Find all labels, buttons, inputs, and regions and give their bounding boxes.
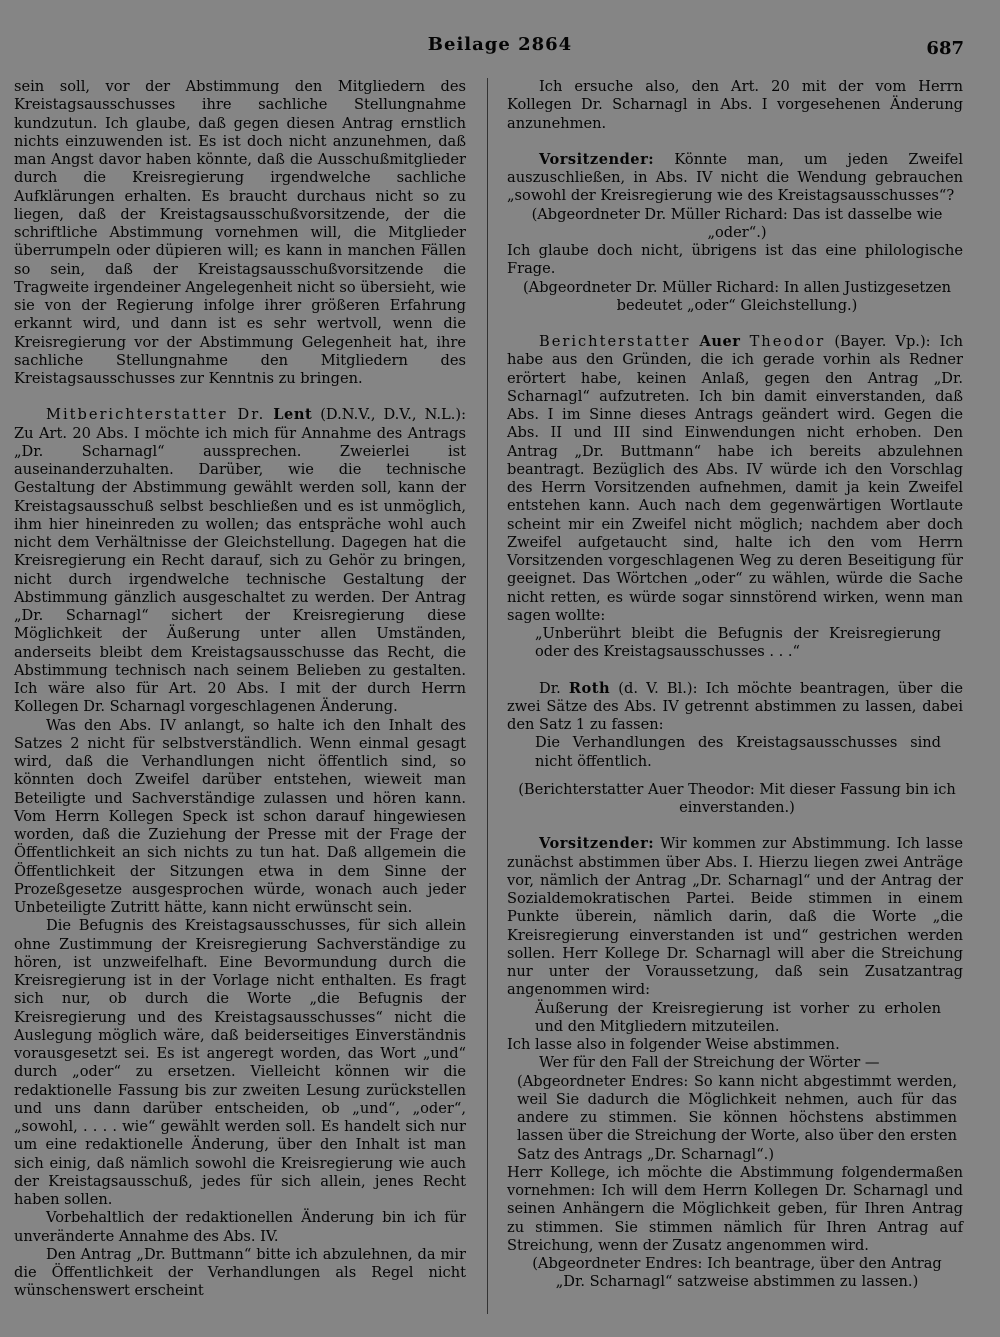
speaker-name: Auer (699, 333, 741, 350)
paragraph: Herr Kollege, ich möchte die Abstimmung folgendermaßen vornehmen: Ich will dem Herrn Kollegen Dr. Scharnagl und seinen Anhängern die Möglichkeit geben, für Ihren Antrag zu stimmen. Sie stimmen nämlich für Ihren Antrag auf Streichung, wenn der Zusatz angenommen wird. (507, 1163, 963, 1254)
page-title: Beilage 2864 (427, 34, 573, 55)
speech-text: (D.N.V., D.V., N.L.): Zu Art. 20 Abs. I möchte ich mich für Annahme des Antrags „Dr. Scharnagl“ aussprechen. Zweierlei ist auseinanderzuhalten. Darüber, wie die technische Gestaltung der Abstimmung gewählt werden soll, kann der Kreistagsausschuß selbst beschließen und es ist unmöglich, ihm hier hineinreden zu wollen; das entspräche wohl auch nicht dem Verhältnisse der Gleichstellung. Dagegen hat die Kreisregierung ein Recht darauf, sich zu Gehör zu bringen, nicht durch irgendwelche technische Gestaltung der Abstimmung gänzlich ausgeschaltet zu werden. Der Antrag „Dr. Scharnagl“ sichert der Kreisregierung diese Möglichkeit der Äußerung unter allen Umständen, anderseits bleibt dem Kreistagsausschusse das Recht, die Abstimmung technisch nach seinem Belieben zu gestalten. Ich wäre also für Art. 20 Abs. I mit der durch Herrn Kollegen Dr. Scharnagl vorgeschlagenen Änderung. (14, 406, 466, 716)
interjection: (Abgeordneter Endres: So kann nicht abgestimmt werden, weil Sie dadurch die Möglichkeit nehmen, auch für das andere zu stimmen. Sie können höchstens abstimmen lassen über die Streichung der Worte, also über den ersten Satz des Antrags „Dr. Scharnagl“.) (517, 1072, 957, 1163)
quotation: Äußerung der Kreisregierung ist vorher zu erholen und den Mitgliedern mitzuteilen. (535, 999, 941, 1035)
interjection: (Berichterstatter Auer Theodor: Mit dieser Fassung bin ich einverstanden.) (518, 780, 956, 816)
column-divider (487, 78, 488, 1314)
paragraph: Den Antrag „Dr. Buttmann“ bitte ich abzulehnen, da mir die Öffentlichkeit der Verhandlungen als Regel nicht wünschenswert erscheint (14, 1245, 466, 1300)
paragraph: Wer für den Fall der Streichung der Wörter — (539, 1054, 880, 1072)
speaker-name: Vorsitzender: (539, 835, 655, 853)
paragraph: Ich ersuche also, den Art. 20 mit der vom Herrn Kollegen Dr. Scharnagl in Abs. I vorgesehenen Änderung anzunehmen. (507, 78, 963, 132)
paragraph: Vorbehaltlich der redaktionellen Änderung bin ich für unveränderte Annahme des Abs. IV. (14, 1209, 466, 1245)
interjection: (Abgeordneter Dr. Müller Richard: Das ist dasselbe wie „oder“.) (531, 205, 943, 241)
speaker-role: Berichterstatter (539, 333, 691, 350)
paragraph (507, 680, 963, 735)
paragraph (507, 333, 963, 625)
interjection: (Abgeordneter Endres: Ich beantrage, über den Antrag „Dr. Scharnagl“ satzweise abstimmen zu lassen.) (532, 1255, 942, 1291)
right-column (507, 78, 963, 1292)
speaker-role: Mitberichterstatter Dr. (46, 406, 266, 424)
paragraph: Was den Abs. IV anlangt, so halte ich den Inhalt des Satzes 2 nicht für selbstverständlich. Wenn einmal gesagt wird, daß die Verhandlungen nicht öffentlich sind, so könnten doch Zweifel darüber entstehen, wieweit man Beteiligte und Sachverständige zulassen und hören kann. Vom Herrn Kollegen Speck ist schon darauf hingewiesen worden, daß die Zuziehung der Presse mit der Frage der Öffentlichkeit an sich nichts zu tun hat. Daß allgemein die Öffentlichkeit der Sitzungen etwa in dem Sinne der Prozeßgesetze ausgesprochen würde, wonach auch jeder Unbeteiligte Zutritt hätte, kann nicht erwünscht sein. (14, 716, 466, 916)
speaker-role: Dr. (539, 679, 561, 697)
speaker-name: Lent (273, 406, 313, 424)
quotation: „Unberührt bleibt die Befugnis der Kreisregierung oder des Kreistagsausschusses . . .“ (535, 625, 941, 661)
paragraph: Die Befugnis des Kreistagsausschusses, für sich allein ohne Zustimmung der Kreisregierung Sachverständige zu hören, ist unzweifelhaft. Eine Bevormundung durch die Kreisregierung ist in der Vorlage nicht enthalten. Es fragt sich nur, ob durch die Worte „die Befugnis der Kreisregierung und des Kreistagsausschusses“ nicht die Auslegung möglich wäre, daß beiderseitiges Einverständnis vorausgesetzt sei. Es ist angeregt worden, das Wort „und“ durch „oder“ zu ersetzen. Vielleicht können wir die redaktionelle Fassung bis zur zweiten Lesung zurückstellen und uns dann darüber entscheiden, ob „und“, „oder“, „sowohl, . . . . wie“ gewählt werden soll. Es handelt sich nur um eine redaktionelle Änderung, über den Inhalt ist man sich einig, daß nämlich sowohl die Kreisregierung wie auch der Kreistagsausschuß, jedes für sich allein, jenes Recht haben sollen. (14, 917, 466, 1208)
paragraph (14, 406, 466, 716)
speaker-name: Vorsitzender: (539, 150, 655, 168)
quotation: Die Verhandlungen des Kreistagsausschusses sind nicht öffentlich. (535, 734, 941, 770)
page-number: 687 (926, 38, 964, 59)
paragraph (507, 835, 963, 999)
speech-text: (Bayer. Vp.): Ich habe aus den Gründen, die ich gerade vorhin als Redner erörtert habe, keinen Anlaß, gegen den Antrag „Dr. Scharnagl“ aufzutreten. Ich bin damit einverstanden, daß Abs. I im Sinne dieses Antrags geändert wird. Gegen die Abs. II und III sind Einwendungen nicht erhoben. Den Antrag „Dr. Buttmann“ habe ich bereits abzulehnen beantragt. Bezüglich des Abs. IV würde ich den Vorschlag des Herrn Vorsitzenden aufnehmen, damit ja kein Zweifel entstehen kann. Auch nach dem gegenwärtigen Wortlaute scheint mir ein Zweifel nicht möglich; nachdem aber doch Zweifel aufgetaucht sind, halte ich den vom Herrn Vorsitzenden vorgeschlagenen Weg zu deren Beseitigung für geeignet. Das Wörtchen „oder“ zu wählen, würde die Sache nicht retten, es würde sogar sinnstörend wirken, wenn man sagen wollte: (507, 333, 963, 624)
speaker-name: Roth (568, 679, 611, 697)
paragraph: Ich lasse also in folgender Weise abstimmen. (507, 1036, 840, 1053)
interjection: (Abgeordneter Dr. Müller Richard: In allen Justizgesetzen bedeutet „oder“ Gleichstellung.) (522, 278, 952, 314)
left-column (14, 78, 466, 1301)
paragraph (507, 151, 963, 206)
speech-text: Wir kommen zur Abstimmung. Ich lasse zunächst abstimmen über Abs. I. Hierzu liegen zwei Anträge vor, nämlich der Antrag „Dr. Scharnagl“ und der Antrag der Sozialdemokratischen Partei. Beide stimmen in einem Punkte überein, nämlich darin, daß die Worte „die Kreisregierung einverstanden ist und“ gestrichen werden sollen. Herr Kollege Dr. Scharnagl will aber die Streichung nur unter der Voraussetzung, daß sein Zusatzantrag angenommen wird: (507, 835, 963, 999)
speaker-first-name: Theodor (749, 333, 826, 350)
page-header (0, 30, 1000, 60)
paragraph: Ich glaube doch nicht, übrigens ist das eine philologische Frage. (507, 242, 963, 278)
speech-text: (d. V. Bl.): Ich möchte beantragen, über die zwei Sätze des Abs. IV getrennt abstimmen zu lassen, dabei den Satz 1 zu fassen: (507, 679, 964, 733)
speech-text: Könnte man, um jeden Zweifel auszuschließen, in Abs. IV nicht die Wendung gebrauchen „sowohl der Kreisregierung wie des Kreistagsausschusses“? (507, 150, 963, 205)
paragraph: sein soll, vor der Abstimmung den Mitgliedern des Kreistagsausschusses ihre sachliche Stellungnahme kundzutun. Ich glaube, daß gegen diesen Antrag ernstlich nichts einzuwenden ist. Es ist doch nicht anzunehmen, daß man Angst davor haben könnte, daß die Ausschußmitglieder durch die Kreisregierung irgendwelche sachliche Aufklärungen erhalten. Es braucht durchaus nicht so zu liegen, daß der Kreistagsausschußvorsitzende, der die schriftliche Abstimmung vornehmen will, die Mitglieder überrumpeln oder düpieren will; es kann in manchen Fällen so sein, daß der Kreistagsausschußvorsitzende die Tragweite irgendeiner Angelegenheit nicht so übersieht, wie sie von der Regierung infolge ihrer größeren Erfahrung erkannt wird, und dann ist es sehr wertvoll, wenn die Kreisregierung vor der Abstimmung Gelegenheit hat, ihre sachliche Stellungnahme den Mitgliedern des Kreistagsausschusses zur Kenntnis zu bringen. (14, 78, 466, 387)
